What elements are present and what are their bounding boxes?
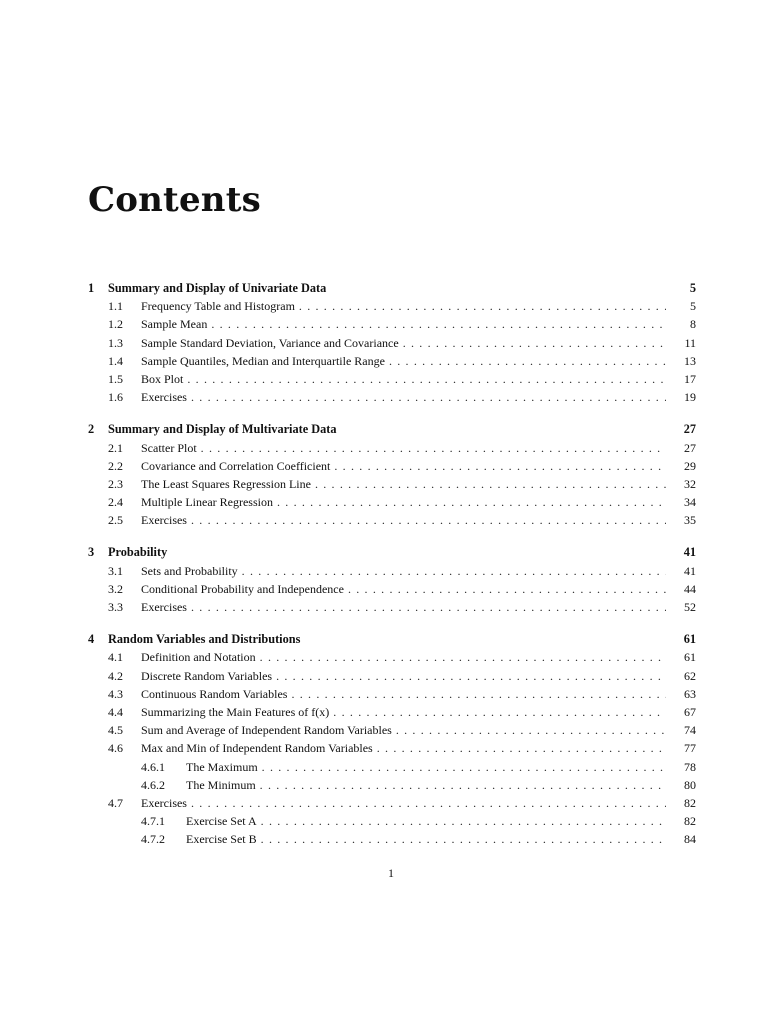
section-page-number: 61	[684, 650, 696, 665]
section-title: Frequency Table and Histogram	[141, 299, 295, 314]
section-title: Sample Quantiles, Median and Interquartile Range	[141, 353, 385, 368]
toc-section-entry[interactable]	[88, 741, 696, 759]
toc-section-entry[interactable]	[88, 336, 696, 354]
subsection-number: 4.6.1	[141, 759, 165, 774]
section-number: 1.4	[108, 353, 123, 368]
section-page-number: 17	[684, 371, 696, 386]
section-title: Definition and Notation	[141, 650, 256, 665]
dot-leader	[191, 600, 666, 615]
toc-section-entry[interactable]	[88, 441, 696, 459]
toc-section-entry[interactable]	[88, 705, 696, 723]
dot-leader	[291, 687, 666, 702]
section-page-number: 11	[684, 335, 696, 350]
toc-chapter-entry[interactable]	[88, 632, 696, 650]
section-number: 2.3	[108, 476, 123, 491]
subsection-page-number: 84	[684, 832, 696, 847]
chapter-block	[88, 422, 696, 531]
chapter-number: 3	[88, 545, 95, 560]
section-number: 1.1	[108, 299, 123, 314]
section-number: 3.1	[108, 563, 123, 578]
section-title: Sets and Probability	[141, 563, 238, 578]
section-page-number: 74	[684, 723, 696, 738]
dot-leader	[276, 669, 666, 684]
subsection-number: 4.7.2	[141, 832, 165, 847]
section-number: 1.3	[108, 335, 123, 350]
dot-leader	[260, 650, 666, 665]
section-title: Sum and Average of Independent Random Variables	[141, 723, 392, 738]
section-page-number: 77	[684, 741, 696, 756]
dot-leader	[333, 705, 666, 720]
dot-leader	[299, 299, 666, 314]
toc-section-entry[interactable]	[88, 687, 696, 705]
dot-leader	[403, 336, 666, 351]
toc-section-entry[interactable]	[88, 513, 696, 531]
toc-section-entry[interactable]	[88, 390, 696, 408]
toc-section-entry[interactable]	[88, 372, 696, 390]
toc-section-entry[interactable]	[88, 354, 696, 372]
section-number: 4.2	[108, 668, 123, 683]
chapter-block	[88, 632, 696, 850]
toc-subsection-entry[interactable]	[88, 778, 696, 796]
section-title: Conditional Probability and Independence	[141, 581, 344, 596]
section-number: 2.2	[108, 458, 123, 473]
toc-section-entry[interactable]	[88, 723, 696, 741]
section-page-number: 35	[684, 513, 696, 528]
dot-leader	[191, 390, 666, 405]
toc-section-entry[interactable]	[88, 477, 696, 495]
dot-leader	[260, 778, 666, 793]
section-number: 4.5	[108, 723, 123, 738]
toc-section-entry[interactable]	[88, 796, 696, 814]
section-page-number: 41	[684, 563, 696, 578]
dot-leader	[187, 372, 666, 387]
section-number: 2.4	[108, 495, 123, 510]
section-number: 4.1	[108, 650, 123, 665]
toc-section-entry[interactable]	[88, 600, 696, 618]
section-title: Exercises	[141, 513, 187, 528]
section-title: The Least Squares Regression Line	[141, 476, 311, 491]
dot-leader	[348, 582, 666, 597]
toc-chapter-entry[interactable]	[88, 281, 696, 299]
section-page-number: 27	[684, 440, 696, 455]
section-title: Max and Min of Independent Random Variables	[141, 741, 373, 756]
section-page-number: 19	[684, 390, 696, 405]
subsection-title: Exercise Set B	[186, 832, 257, 847]
section-number: 4.3	[108, 686, 123, 701]
section-number: 2.1	[108, 440, 123, 455]
section-title: Continuous Random Variables	[141, 686, 288, 701]
section-number: 1.2	[108, 317, 123, 332]
dot-leader	[396, 723, 666, 738]
page-title: Contents	[88, 180, 261, 220]
section-number: 3.2	[108, 581, 123, 596]
section-page-number: 62	[684, 668, 696, 683]
dot-leader	[262, 760, 666, 775]
section-title: Sample Mean	[141, 317, 208, 332]
section-title: Covariance and Correlation Coefficient	[141, 458, 331, 473]
section-number: 1.5	[108, 371, 123, 386]
dot-leader	[242, 564, 666, 579]
section-page-number: 13	[684, 353, 696, 368]
toc-section-entry[interactable]	[88, 582, 696, 600]
chapter-page-number: 61	[683, 632, 696, 647]
subsection-title: Exercise Set A	[186, 814, 257, 829]
section-number: 3.3	[108, 600, 123, 614]
dot-leader	[191, 796, 666, 811]
section-page-number: 5	[690, 299, 696, 314]
section-number: 1.6	[108, 390, 123, 405]
subsection-title: The Minimum	[186, 777, 256, 792]
subsection-page-number: 82	[684, 814, 696, 829]
section-title: Discrete Random Variables	[141, 668, 273, 683]
section-page-number: 8	[690, 317, 696, 332]
chapter-title: Random Variables and Distributions	[108, 632, 301, 647]
toc-chapter-entry[interactable]	[88, 545, 696, 563]
section-title: Exercises	[141, 390, 187, 405]
section-page-number: 32	[684, 476, 696, 491]
dot-leader	[201, 441, 666, 456]
section-title: Multiple Linear Regression	[141, 495, 273, 510]
toc-subsection-entry[interactable]	[88, 814, 696, 832]
dot-leader	[191, 513, 666, 528]
chapter-page-number: 5	[689, 281, 696, 295]
toc-section-entry[interactable]	[88, 495, 696, 513]
section-page-number: 82	[684, 795, 696, 810]
dot-leader	[315, 477, 666, 492]
subsection-page-number: 78	[684, 759, 696, 774]
chapter-page-number: 41	[683, 545, 696, 560]
section-title: Summarizing the Main Features of f(x)	[141, 704, 330, 719]
section-number: 2.5	[108, 513, 123, 528]
subsection-number: 4.6.2	[141, 777, 165, 792]
toc-subsection-entry[interactable]	[88, 760, 696, 778]
chapter-block	[88, 545, 696, 618]
toc-section-entry[interactable]	[88, 299, 696, 317]
section-number: 4.6	[108, 741, 123, 756]
dot-leader	[389, 354, 666, 369]
toc-section-entry[interactable]	[88, 317, 696, 335]
subsection-title: The Maximum	[186, 759, 258, 774]
toc-section-entry[interactable]	[88, 669, 696, 687]
chapter-title: Probability	[108, 545, 168, 560]
section-page-number: 34	[684, 495, 696, 510]
toc-section-entry[interactable]	[88, 459, 696, 477]
table-of-contents	[88, 281, 696, 864]
dot-leader	[211, 317, 666, 332]
chapter-number: 2	[88, 422, 95, 437]
dot-leader	[377, 741, 666, 756]
dot-leader	[277, 495, 666, 510]
chapter-number: 1	[88, 281, 95, 295]
dot-leader	[261, 814, 666, 829]
section-page-number: 44	[684, 581, 696, 596]
toc-section-entry[interactable]	[88, 650, 696, 668]
section-page-number: 29	[684, 458, 696, 473]
section-title: Box Plot	[141, 371, 184, 386]
section-number: 4.4	[108, 704, 123, 719]
dot-leader	[261, 832, 666, 847]
chapter-title: Summary and Display of Multivariate Data	[108, 422, 337, 437]
section-page-number: 52	[684, 600, 696, 614]
dot-leader	[334, 459, 666, 474]
section-page-number: 67	[684, 704, 696, 719]
chapter-title: Summary and Display of Univariate Data	[108, 281, 327, 295]
chapter-page-number: 27	[683, 422, 696, 437]
subsection-page-number: 80	[684, 777, 696, 792]
section-page-number: 63	[684, 686, 696, 701]
section-number: 4.7	[108, 795, 123, 810]
toc-chapter-entry[interactable]	[88, 422, 696, 440]
section-title: Exercises	[141, 600, 187, 614]
page-number: 1	[388, 866, 394, 880]
section-title: Sample Standard Deviation, Variance and Covariance	[141, 335, 399, 350]
section-title: Scatter Plot	[141, 440, 197, 455]
chapter-block	[88, 281, 696, 408]
subsection-number: 4.7.1	[141, 814, 165, 829]
chapter-number: 4	[88, 632, 95, 647]
toc-subsection-entry[interactable]	[88, 832, 696, 850]
section-title: Exercises	[141, 795, 187, 810]
toc-section-entry[interactable]	[88, 564, 696, 582]
